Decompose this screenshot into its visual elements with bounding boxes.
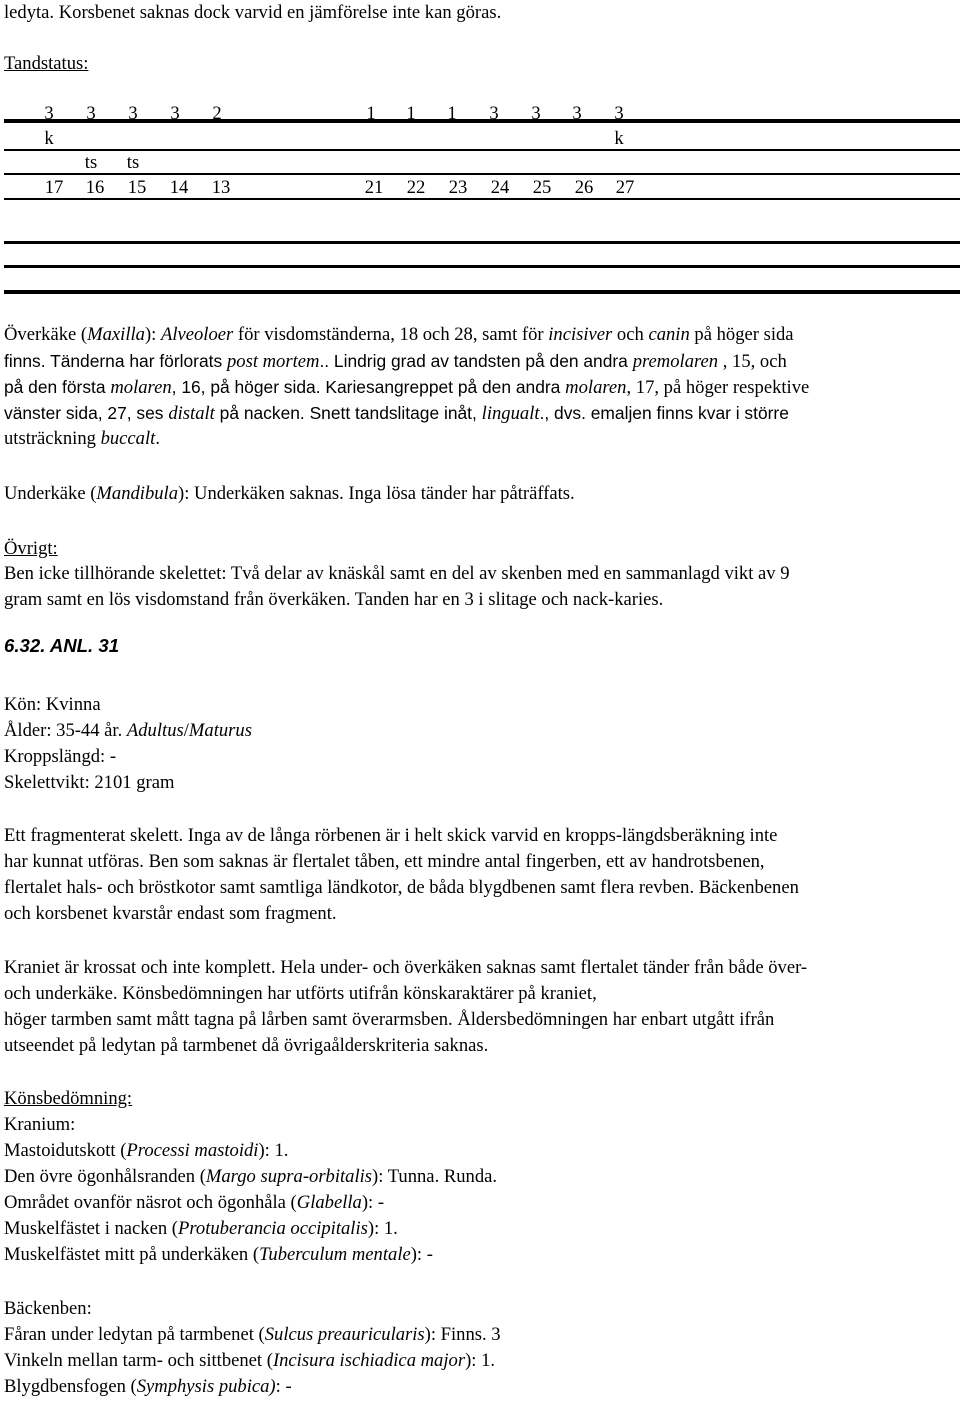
orbital-line: Den övre ögonhålsranden (Margo supra-orbitalis): Tunna. Runda. — [4, 1166, 498, 1187]
kraniet-line-1: Kraniet är krossat och inte komplett. Hela under- och överkäken saknas samt flertalet tänder från både över- — [4, 957, 808, 978]
tooth-17-value: 3 — [44, 103, 54, 124]
kranium-heading: Kranium: — [4, 1114, 76, 1135]
tandstatus-heading: Tandstatus: — [4, 53, 89, 74]
overkake-line-3: på den första molaren, 16, på höger sida. Kariesangreppet på den andra molaren, 17, på höger respektive — [4, 377, 810, 398]
tooth-22-value: 1 — [406, 103, 416, 124]
tooth-13-number: 13 — [211, 177, 231, 198]
tooth-25-value: 3 — [531, 103, 541, 124]
tooth-16-number: 16 — [85, 177, 105, 198]
chart-line-2 — [4, 149, 960, 151]
tooth-15-number: 15 — [127, 177, 147, 198]
chart-line-7 — [4, 290, 960, 294]
underkake-line: Underkäke (Mandibula): Underkäken saknas. Inga lösa tänder har påträffats. — [4, 483, 575, 504]
anl-heading: 6.32. ANL. 31 — [4, 635, 120, 656]
tooth-27-value: 3 — [614, 103, 624, 124]
tooth-26-value: 3 — [572, 103, 582, 124]
tooth-23-number: 23 — [448, 177, 468, 198]
ovrigt-line-2: gram samt en lös visdomstand från överkäken. Tanden har en 3 i slitage och nack-karies. — [4, 589, 664, 610]
chart-line-5 — [4, 241, 960, 244]
chart-line-1 — [4, 119, 960, 123]
tooth-17-number: 17 — [44, 177, 64, 198]
overkake-line-5: utsträckning buccalt. — [4, 428, 160, 449]
info-alder: Ålder: 35-44 år. Adultus/Maturus — [4, 720, 252, 741]
tooth-26-number: 26 — [574, 177, 594, 198]
ovrigt-heading: Övrigt: — [4, 538, 58, 559]
overkake-line-1: Överkäke (Maxilla): Alveoloer för visdomständerna, 18 och 28, samt för incisiver och canin på höger sida — [4, 324, 794, 345]
overkake-line-2: finns. Tänderna har förlorats post mortem.. Lindrig grad av tandsten på den andra premolaren , 15, och — [4, 351, 787, 372]
tooth-16-value: 3 — [86, 103, 96, 124]
symphysis-line: Blygdbensfogen (Symphysis pubica): - — [4, 1376, 292, 1397]
fragment-line-3: flertalet hals- och bröstkotor samt samtliga ländkotor, de båda blygdbenen samt flera revben. Bäckenbenen — [4, 877, 799, 898]
tooth-24-value: 3 — [489, 103, 499, 124]
tooth-21-number: 21 — [364, 177, 384, 198]
incisura-line: Vinkeln mellan tarm- och sittbenet (Incisura ischiadica major): 1. — [4, 1350, 496, 1371]
kraniet-line-3: höger tarmben samt mått tagna på lårben samt överarmsben. Åldersbedömningen har enbart utgått ifrån — [4, 1009, 775, 1030]
info-kon: Kön: Kvinna — [4, 694, 101, 715]
fragment-line-4: och korsbenet kvarstår endast som fragment. — [4, 903, 337, 924]
tooth-25-number: 25 — [532, 177, 552, 198]
tooth-27-k: k — [614, 128, 624, 149]
tooth-16-ts: ts — [84, 152, 98, 173]
sulcus-line: Fåran under ledytan på tarmbenet (Sulcus preauricularis): Finns. 3 — [4, 1324, 501, 1345]
tooth-21-value: 1 — [366, 103, 376, 124]
mastoid-line: Mastoidutskott (Processi mastoidi): 1. — [4, 1140, 289, 1161]
chart-line-4 — [4, 198, 960, 200]
overkake-line-4: vänster sida, 27, ses distalt på nacken. Snett tandslitage inåt, lingualt., dvs. emaljen finns kvar i större — [4, 403, 789, 424]
dental-chart — [0, 100, 960, 300]
chart-line-6 — [4, 265, 960, 268]
tooth-23-value: 1 — [447, 103, 457, 124]
tooth-14-number: 14 — [169, 177, 189, 198]
tooth-22-number: 22 — [406, 177, 426, 198]
chart-line-3 — [4, 173, 960, 175]
tooth-27-number: 27 — [615, 177, 635, 198]
mentale-line: Muskelfästet mitt på underkäken (Tuberculum mentale): - — [4, 1244, 433, 1265]
tooth-14-value: 3 — [170, 103, 180, 124]
glabella-line: Området ovanför näsrot och ögonhåla (Glabella): - — [4, 1192, 385, 1213]
backenben-heading: Bäckenben: — [4, 1298, 92, 1319]
tooth-15-ts: ts — [126, 152, 140, 173]
tooth-15-value: 3 — [128, 103, 138, 124]
kraniet-line-2: och underkäke. Könsbedömningen har utförts utifrån könskaraktärer på kraniet, — [4, 983, 597, 1004]
konsbedomning-heading: Könsbedömning: — [4, 1088, 133, 1109]
kraniet-line-4: utseendet på ledytan på tarmbenet då övrigaålderskriteria saknas. — [4, 1035, 489, 1056]
info-kroppslangd: Kroppslängd: - — [4, 746, 117, 767]
fragment-line-1: Ett fragmenterat skelett. Inga av de långa rörbenen är i helt skick varvid en kropps-längdsberäkning inte — [4, 825, 778, 846]
intro-line: ledyta. Korsbenet saknas dock varvid en jämförelse inte kan göras. — [4, 2, 502, 23]
occipital-line: Muskelfästet i nacken (Protuberancia occipitalis): 1. — [4, 1218, 398, 1239]
tooth-17-k: k — [44, 128, 54, 149]
info-skelettvikt: Skelettvikt: 2101 gram — [4, 772, 175, 793]
ovrigt-line-1: Ben icke tillhörande skelettet: Två delar av knäskål samt en del av skenben med en sammanlagd vikt av 9 — [4, 563, 790, 584]
tooth-13-value: 2 — [212, 103, 222, 124]
fragment-line-2: har kunnat utföras. Ben som saknas är flertalet tåben, ett mindre antal fingerben, ett av handrotsbenen, — [4, 851, 765, 872]
tooth-24-number: 24 — [490, 177, 510, 198]
